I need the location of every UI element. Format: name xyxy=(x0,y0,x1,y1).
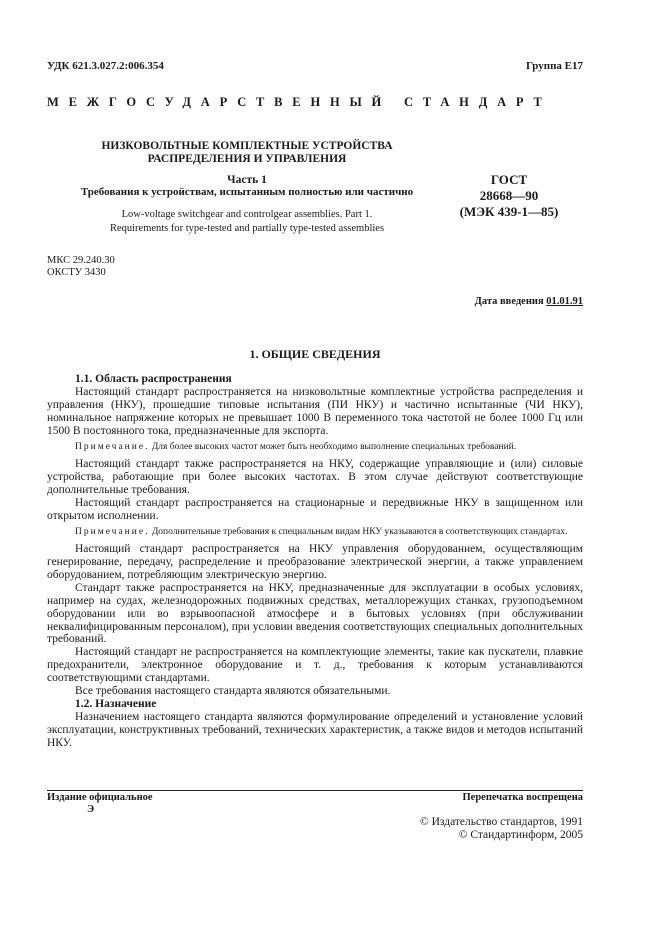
okstu-code: ОКСТУ 3430 xyxy=(47,267,106,278)
copyright-line-2: © Стандартинформ, 2005 xyxy=(458,829,583,841)
group-code: Группа Е17 xyxy=(525,60,583,72)
paragraph: Настоящий стандарт также распространяется на НКУ, содержащие управляющие и (или) силовые устройства, работающие при более высоких частотах. В этом случае действуют соответствующие дополнительные требования. xyxy=(47,458,583,496)
edition-mark: Э xyxy=(87,804,95,815)
title-line-1: НИЗКОВОЛЬТНЫЕ КОМПЛЕКТНЫЕ УСТРОЙСТВА xyxy=(101,140,393,152)
paragraph: Настоящий стандарт не распространяется на комплектующие элементы, такие как пускатели, плавкие предохранители, электронное оборудование и т. д., требования к которым устанавливаются соответствующими стандартами. xyxy=(47,646,583,685)
paragraph: Назначением настоящего стандарта являются формулирование определений и установление условий эксплуатации, конструктивных требований, технических характеристик, а также видов и методов испытаний НКУ. xyxy=(47,710,583,749)
paragraph: Все требования настоящего стандарта являются обязательными. xyxy=(75,685,391,698)
reprint-notice: Перепечатка воспрещена xyxy=(462,792,583,803)
copyright-line-1: © Издательство стандартов, 1991 xyxy=(419,816,583,828)
heading-scope: 1.1. Область распространения xyxy=(75,373,232,385)
note-label: Примечание. xyxy=(75,526,150,537)
udk-code: УДК 621.3.027.2:006.354 xyxy=(47,60,164,72)
note-text: Дополнительные требования к специальным видам НКУ указываются в соответствующих стандартах. xyxy=(151,526,568,537)
edition-block xyxy=(47,792,153,816)
gost-number: 28668—90 xyxy=(479,188,539,203)
note xyxy=(47,526,583,539)
body-text xyxy=(47,373,583,750)
english-title xyxy=(47,208,447,236)
standard-banner: МЕЖГОСУДАРСТВЕННЫЙ СТАНДАРТ xyxy=(47,95,552,109)
paragraph: Настоящий стандарт распространяется на низковольтные комплектные устройства распределения и управления (НКУ), прошедшие типовые испытания (ПИ НКУ) и частично испытанные (ЧИ НКУ), номинальное напряжение которых не превышает 1000 В переменного тока частотой не более 1000 Гц или 1500 В постоянного тока, предназначенные для экспорта. xyxy=(47,385,583,437)
title-line-2: РАСПРЕДЕЛЕНИЯ И УПРАВЛЕНИЯ xyxy=(147,153,347,165)
part-label: Часть 1 xyxy=(227,174,267,186)
date-label: Дата введения xyxy=(474,296,544,307)
section-title: 1. ОБЩИЕ СВЕДЕНИЯ xyxy=(249,347,381,361)
paragraph: Стандарт также распространяется на НКУ, предназначенные для эксплуатации в особых условиях, например на судах, железнодорожных подвижных средствах, металлорежущих станках, грузоподъемном оборудовании или во взрывоопасной атмосфере и в бытовых условиях (при обслуживании неквалифицированным персоналом), при условии введения соответствующих специальных дополнительных требований. xyxy=(47,581,583,646)
note xyxy=(47,441,583,454)
gost-block xyxy=(440,172,578,220)
paragraph: Настоящий стандарт распространяется на НКУ управления оборудованием, осуществляющим генерирование, передачу, распределение и преобразование электрической энергии, а также управлением оборудованием, потребляющим электрическую энергию. xyxy=(47,543,583,581)
paragraph: Настоящий стандарт распространяется на стационарные и передвижные НКУ в защищенном или открытом исполнении. xyxy=(47,496,583,522)
subtitle: Требования к устройствам, испытанным полностью или частично xyxy=(80,186,414,198)
iec-number: (МЭК 439-1—85) xyxy=(459,204,559,219)
mks-code: МКС 29.240.30 xyxy=(47,255,115,266)
title-block xyxy=(47,140,447,236)
english-title-line-1: Low-voltage switchgear and controlgear assemblies. Part 1. xyxy=(121,209,373,220)
note-label: Примечание. xyxy=(75,441,150,452)
heading-purpose: 1.2. Назначение xyxy=(75,697,157,710)
english-title-line-2: Requirements for type-tested and partially type-tested assemblies xyxy=(109,223,385,234)
note-text: Для более высоких частот может быть необходимо выполнение специальных требований. xyxy=(151,441,517,452)
footer-divider xyxy=(47,790,583,791)
date-value: 01.01.91 xyxy=(546,296,583,307)
gost-label: ГОСТ xyxy=(490,172,528,187)
copyright-block xyxy=(420,816,583,842)
edition-label: Издание официальное xyxy=(47,792,153,803)
classification-codes xyxy=(47,255,115,279)
effective-date xyxy=(475,296,583,307)
